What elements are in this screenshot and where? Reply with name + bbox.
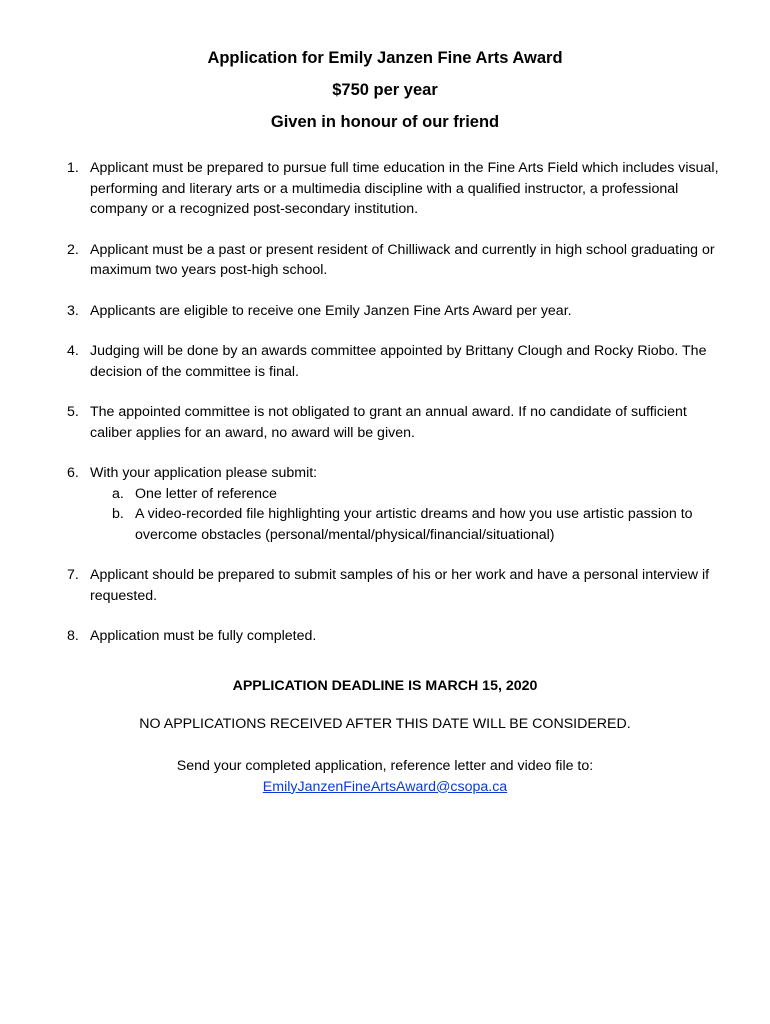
item-number: 6.: [67, 465, 79, 481]
sublist-item: [90, 484, 727, 505]
sublist-item: [90, 504, 727, 545]
submission-sublist: [90, 484, 727, 546]
item-number: 2.: [67, 241, 79, 258]
item-text: Applicant must be prepared to pursue full time education in the Fine Arts Field which includes visual, performing and literary arts or a multimedia discipline with a qualified instructor, a professional company or a recognized post-secondary institution.: [90, 160, 719, 217]
sub-text: One letter of reference: [135, 485, 277, 502]
requirements-list: [67, 158, 727, 667]
item-text: With your application please submit:: [90, 465, 318, 481]
item-number: 8.: [67, 628, 79, 644]
item-text: Applicant should be prepared to submit samples of his or her work and have a personal interview if requested.: [90, 567, 710, 604]
list-item: [67, 158, 727, 220]
item-text: Applicants are eligible to receive one Emily Janzen Fine Arts Award per year.: [90, 302, 572, 319]
award-dedication: Given in honour of our friend: [270, 113, 500, 131]
email-link[interactable]: EmilyJanzenFineArtsAward@csopa.ca: [262, 778, 508, 795]
list-item: [67, 240, 727, 281]
item-text: Applicant must be a past or present resident of Chilliwack and currently in high school graduating or maximum two years post-high school.: [90, 241, 715, 278]
award-amount: $750 per year: [332, 81, 438, 99]
late-notice: NO APPLICATIONS RECEIVED AFTER THIS DATE WILL BE CONSIDERED.: [139, 716, 631, 732]
sub-letter: a.: [112, 485, 124, 502]
item-number: 7.: [67, 567, 79, 583]
item-text: The appointed committee is not obligated to grant an annual award. If no candidate of sufficient caliber applies for an award, no award will be given.: [90, 404, 687, 441]
send-text: Send your completed application, reference letter and video file to:: [176, 758, 594, 774]
list-item: [67, 402, 727, 443]
sub-letter: b.: [112, 506, 124, 522]
send-instructions: [0, 756, 770, 797]
item-number: 3.: [67, 302, 79, 319]
item-number: 5.: [67, 404, 79, 420]
item-text: Application must be fully completed.: [90, 628, 317, 644]
list-item: [67, 565, 727, 606]
item-text: Judging will be done by an awards committee appointed by Brittany Clough and Rocky Riobo. The decision of the committee is final.: [90, 343, 707, 380]
application-deadline: APPLICATION DEADLINE IS MARCH 15, 2020: [232, 678, 538, 694]
list-item: [67, 301, 727, 322]
sub-text: A video-recorded file highlighting your artistic dreams and how you use artistic passion to overcome obstacles (personal/mental/physical/financial/situational): [135, 506, 693, 543]
item-number: 1.: [67, 160, 79, 176]
list-item: [67, 463, 727, 545]
item-number: 4.: [67, 343, 79, 359]
list-item: [67, 626, 727, 647]
document-title: Application for Emily Janzen Fine Arts Award: [207, 49, 563, 67]
list-item: [67, 341, 727, 382]
